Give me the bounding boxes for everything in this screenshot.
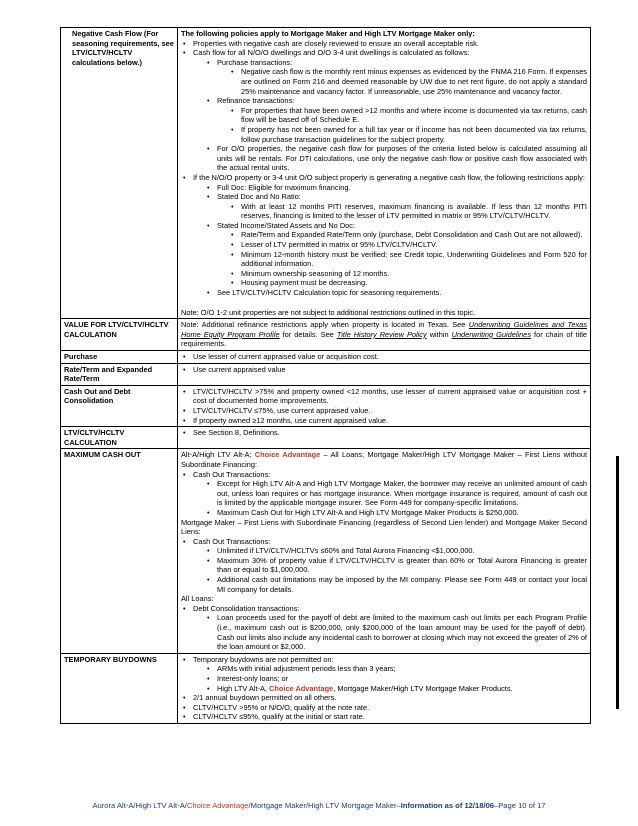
row-maximum-cash-out: MAXIMUM CASH OUT Alt-A/High LTV Alt-A; Choice Advantage – All Loans; Mortgage Maker/High LTV Mortgage Maker – First Liens without Subordinate Financing: • Cash Out Transactions: • Except for High LTV Alt-A and High LTV Mortgage Maker, the borrower may receive an unlimited amount of cash out, unless loan requires or has mortgage insurance. When mortgage insurance is required, amount of cash out is limited by the applicable mortgage insurer. See Form 449 for company-specific limitations. • Maximum Cash Out for High LTV Alt-A and High LTV Mortgage Maker Products is $250,000. Mortgage Maker – First Liens with Subordinate Financing (regardless of Second Lien lender) and Mortgage Maker Second Liens: • Cash Out Transactions: • Unlimited if LTV/CLTV/HCLTVs ≤60% and Total Aurora Financing <$1,000,000. • Maximum 30% of property value if LTV/CLTV/HCLTV is greater than 60% or Total Aurora Financing is greater than or equal to $1,000,000. • Additional cash out limitations may be imposed by the MI company. Please see Form 449 or contact your local MI company for details. All Loans: • Debt Consolidation transactions: • Loan proceeds used for the payoff of debt are limited to the maximum cash out limits per each Program Profile (i.e., maximum cash out is $200,000, only $200,000 of the loan amount may be used for the payoff of debt). Cash out limits also include any incidental cash to borrower at closing which may not exceed the greater of 2% of the loan amount or $2,000. [61,449,591,653]
list-item: • Properties with negative cash are closely reviewed to ensure an overall acceptable risk. [183,38,479,48]
list-item: • Full Doc: Eligible for maximum financing. [207,182,351,192]
list-item: • Use lesser of current appraised value or acquisition cost. [183,352,379,361]
row-temporary-buydowns [61,653,591,723]
list-item: • Maximum 30% of property value if LTV/CLTV/HCLTV is greater than 60% or Total Aurora Financing is greater than or equal to $1,000,000. [207,555,587,575]
list-item: • Interest-only loans; or [207,674,289,683]
list-item: • Debt Consolidation transactions: • Loan proceeds used for the payoff of debt are limited to the maximum cash out limits per each Program Profile (i.e., maximum cash out is $200,000, only $200,000 of the loan amount may be used for the payoff of debt). Cash out limits also include any incidental cash to borrower at closing which may not exceed the greater of 2% of the loan amount or $2,000. [183,603,587,652]
row-label-ltv: LTV/CLTV/HCLTV CALCULATION [61,427,178,449]
row-label-purchase: Purchase [61,351,178,364]
list-item: • Cash flow for all N/O/O dwellings and O/O 3-4 unit dwellings is calculated as follows: • Purchase transactions: • Negative cash flow is the monthly rent minus expenses as evidenced by the FNMA 216 Form. If expenses are outlined on Form 216 and deemed reasonable by UW due to net rent figure, do not apply a standard 25% maintenance and vacancy factor. If unreasonable, use 25% maintenance and vacancy factor. • Refinance transactions: • For properties that have been owned >12 months and where income is documented via tax returns, cash flow will be based off of Schedule E. • If property has not been owned for a full tax year or if income has not been documented via tax returns, follow purchase transaction guidelines for the subject property. • For O/O properties, the negative cash flow for purposes of the criteria listed below is calculated assuming all units will be rentals. For DTI calculations, use only the negative cash flow or positive cash flow associated with the actual rental units. [183,48,587,173]
list-item: • Additional cash out limitations may be imposed by the MI company. Please see Form 449 or contact your local MI company for details. [207,575,587,594]
row-label-cash-out: Cash Out and Debt Consolidation [61,385,178,426]
link-underwriting-guidelines[interactable]: Underwriting Guidelines [451,329,532,339]
row-label-temporary-buydowns: TEMPORARY BUYDOWNS [61,653,178,723]
row-purchase [61,351,591,364]
list-item: • LTV/CLTV/HCLTV >75% and property owned <12 months, use lesser of current appraised value or acquisition cost + cost of documented home improvements. [183,386,587,406]
row-label-value: VALUE FOR LTV/CLTV/HCLTV CALCULATION [61,319,178,351]
list-item: • For O/O properties, the negative cash flow for purposes of the criteria listed below is calculated assuming all units will be rentals. For DTI calculations, use only the negative cash flow or positive cash flow associated with the actual rental units. [207,144,587,173]
row-rate-term [61,363,591,385]
row-label-max-cash-out: MAXIMUM CASH OUT [61,449,178,653]
list-item: • See LTV/CLTV/HCLTV Calculation topic for seasoning requirements. [207,288,442,298]
row-cash-out [61,385,591,426]
list-item: • Rate/Term and Expanded Rate/Term only (purchase, Debt Consolidation and Cash Out are not allowed). [231,230,583,240]
list-item: • See Section 8, Definitions. [183,428,280,438]
list-item: • CLTV/HCLTV >95% or N/O/O, qualify at the note rate. [183,702,370,712]
row-label-negative-cash-flow: Negative Cash Flow (For seasoning requirements, see LTV/CLTV/HCLTV calculations below.) [61,28,178,319]
list-item: • Negative cash flow is the monthly rent minus expenses as evidenced by the FNMA 216 Form. If expenses are outlined on Form 216 and deemed reasonable by UW due to net rent figure, do not apply a standard 25% maintenance and vacancy factor. If unreasonable, use 25% maintenance and vacancy factor. [231,67,587,96]
list-item: • 2/1 annual buydown permitted on all others. [183,693,337,703]
list-item: • Minimum 12-month history must be verified; see Credit topic, Underwriting Guidelines and Form 520 for additional information. [231,249,587,269]
list-item: • If the N/O/O property or 3-4 unit O/O subject property is generating a negative cash flow, the following restrictions apply: • Full Doc: Eligible for maximum financing. • Stated Doc and No Ratio: • With at least 12 months PITI reserves, maximum financing is available. If less than 12 months PITI reserves, financing is limited to the lesser of LTV permitted in matrix or 95% LTV/CLTV/HCLTV. • Stated Income/Stated Assets and No Doc: • Rate/Term and Expanded Rate/Term only (purchase, Debt Consolidation and Cash Out are not allowed). • Lesser of LTV permitted in matrix or 95% LTV/CLTV/HCLTV. • Minimum 12-month history must be verified; see Credit topic, Underwriting Guidelines and Form 520 for additional information. • Minimum ownership seasoning of 12 months. • Housing payment must be decreasing. • See LTV/CLTV/HCLTV Calculation topic for seasoning requirements. [183,172,587,298]
list-item: • Cash Out Transactions: • Except for High LTV Alt-A and High LTV Mortgage Maker, the borrower may receive an unlimited amount of cash out, unless loan requires or has mortgage insurance. When mortgage insurance is required, amount of cash out is limited by the applicable mortgage insurer. See Form 449 for company-specific limitations. • Maximum Cash Out for High LTV Alt-A and High LTV Mortgage Maker Products is $250,000. [183,469,587,517]
change-bar [616,456,619,709]
list-item: • High LTV Alt-A, Choice Advantage, Mortgage Maker/High LTV Mortgage Maker Products. [207,683,513,693]
row-value-calculation: VALUE FOR LTV/CLTV/HCLTV CALCULATION Note: Additional refinance restrictions apply when property is located in Texas. See Underwriting Guidelines and Texas Home Equity Program Profile for details. See Title History Review Policy within Underwriting Guidelines for chain of title requirements. [61,319,591,351]
list-item: • Minimum ownership seasoning of 12 months. [231,268,390,278]
row-negative-cash-flow [61,28,591,319]
row-ltv-calculation [61,427,591,449]
list-item: • Loan proceeds used for the payoff of debt are limited to the maximum cash out limits per each Program Profile (i.e., maximum cash out is $200,000, only $200,000 of the loan amount may be used for the payoff of debt). Cash out limits also include any incidental cash to borrower at closing which may not exceed the greater of 2% of the loan amount or $2,000. [207,613,587,652]
list-item: • LTV/CLTV/HCLTV ≤75%, use current appraised value. [183,405,371,415]
list-item: • CLTV/HCLTV ≤95%, qualify at the initial or start rate. [183,712,365,722]
list-item: • Except for High LTV Alt-A and High LTV Mortgage Maker, the borrower may receive an unlimited amount of cash out, unless loan requires or has mortgage insurance. When mortgage insurance is required, amount of cash out is limited by the applicable mortgage insurer. See Form 449 for company-specific limitations. [207,479,587,508]
list-item: • Refinance transactions: • For properties that have been owned >12 months and where income is documented via tax returns, cash flow will be based off of Schedule E. • If property has not been owned for a full tax year or if income has not been documented via tax returns, follow purchase transaction guidelines for the subject property. [207,96,587,144]
list-item: • Stated Income/Stated Assets and No Doc: • Rate/Term and Expanded Rate/Term only (purchase, Debt Consolidation and Cash Out are not allowed). • Lesser of LTV permitted in matrix or 95% LTV/CLTV/HCLTV. • Minimum 12-month history must be verified; see Credit topic, Underwriting Guidelines and Form 520 for additional information. • Minimum ownership seasoning of 12 months. • Housing payment must be decreasing. [207,220,587,288]
list-item: • Stated Doc and No Ratio: • With at least 12 months PITI reserves, maximum financing is available. If less than 12 months PITI reserves, financing is limited to the lesser of LTV permitted in matrix or 95% LTV/CLTV/HCLTV. [207,192,587,221]
list-item: • Housing payment must be decreasing. [231,278,368,288]
list-item: • Unlimited if LTV/CLTV/HCLTVs ≤60% and Total Aurora Financing <$1,000,000. [207,546,475,556]
link-title-history[interactable]: Title History Review Policy [336,329,427,339]
page-footer: Aurora Alt-A/High LTV Alt-A/Choice Advantage/Mortgage Maker/High LTV Mortgage Maker–Information as of 12/18/06–Page 10 of 17 [92,801,546,810]
list-item: • Lesser of LTV permitted in matrix or 95% LTV/CLTV/HCLTV. [231,240,438,250]
list-item: • Use current appraised value [183,364,286,374]
policy-table [60,27,591,724]
neg-note: Note: O/O 1-2 unit properties are not subject to additional restrictions outlined in this topic. [181,307,476,317]
list-item: • For properties that have been owned >12 months and where income is documented via tax returns, cash flow will be based off of Schedule E. [231,105,587,125]
list-item: • With at least 12 months PITI reserves, maximum financing is available. If less than 12 months PITI reserves, financing is limited to the lesser of LTV permitted in matrix or 95% LTV/CLTV/HCLTV. [231,201,587,221]
list-item: • ARMs with initial adjustment periods less than 3 years; [207,664,396,674]
list-item: • If property owned ≥12 months, use current appraised value. [183,415,389,425]
neg-heading: The following policies apply to Mortgage Maker and High LTV Mortgage Maker only: [181,29,475,38]
list-item: • Cash Out Transactions: • Unlimited if LTV/CLTV/HCLTVs ≤60% and Total Aurora Financing <$1,000,000. • Maximum 30% of property value if LTV/CLTV/HCLTV is greater than 60% or Total Aurora Financing is greater than or equal to $1,000,000. • Additional cash out limitations may be imposed by the MI company. Please see Form 449 or contact your local MI company for details. [183,536,587,594]
link-underwriting-texas[interactable]: Underwriting Guidelines and Texas Home Equity Program Profile [181,320,587,339]
row-label-rate-term: Rate/Term and Expanded Rate/Term [61,363,178,385]
list-item: • Temporary buydowns are not permitted on: • ARMs with initial adjustment periods less than 3 years; • Interest-only loans; or • High LTV Alt-A, Choice Advantage, Mortgage Maker/High LTV Mortgage Maker Products. [181,655,587,693]
list-item: • If property has not been owned for a full tax year or if income has not been documented via tax returns, follow purchase transaction guidelines for the subject property. [231,124,587,144]
list-item: • Maximum Cash Out for High LTV Alt-A and High LTV Mortgage Maker Products is $250,000. [207,507,519,517]
list-item: • Purchase transactions: • Negative cash flow is the monthly rent minus expenses as evidenced by the FNMA 216 Form. If expenses are outlined on Form 216 and deemed reasonable by UW due to net rent figure, do not apply a standard 25% maintenance and vacancy factor. If unreasonable, use 25% maintenance and vacancy factor. [207,57,587,96]
